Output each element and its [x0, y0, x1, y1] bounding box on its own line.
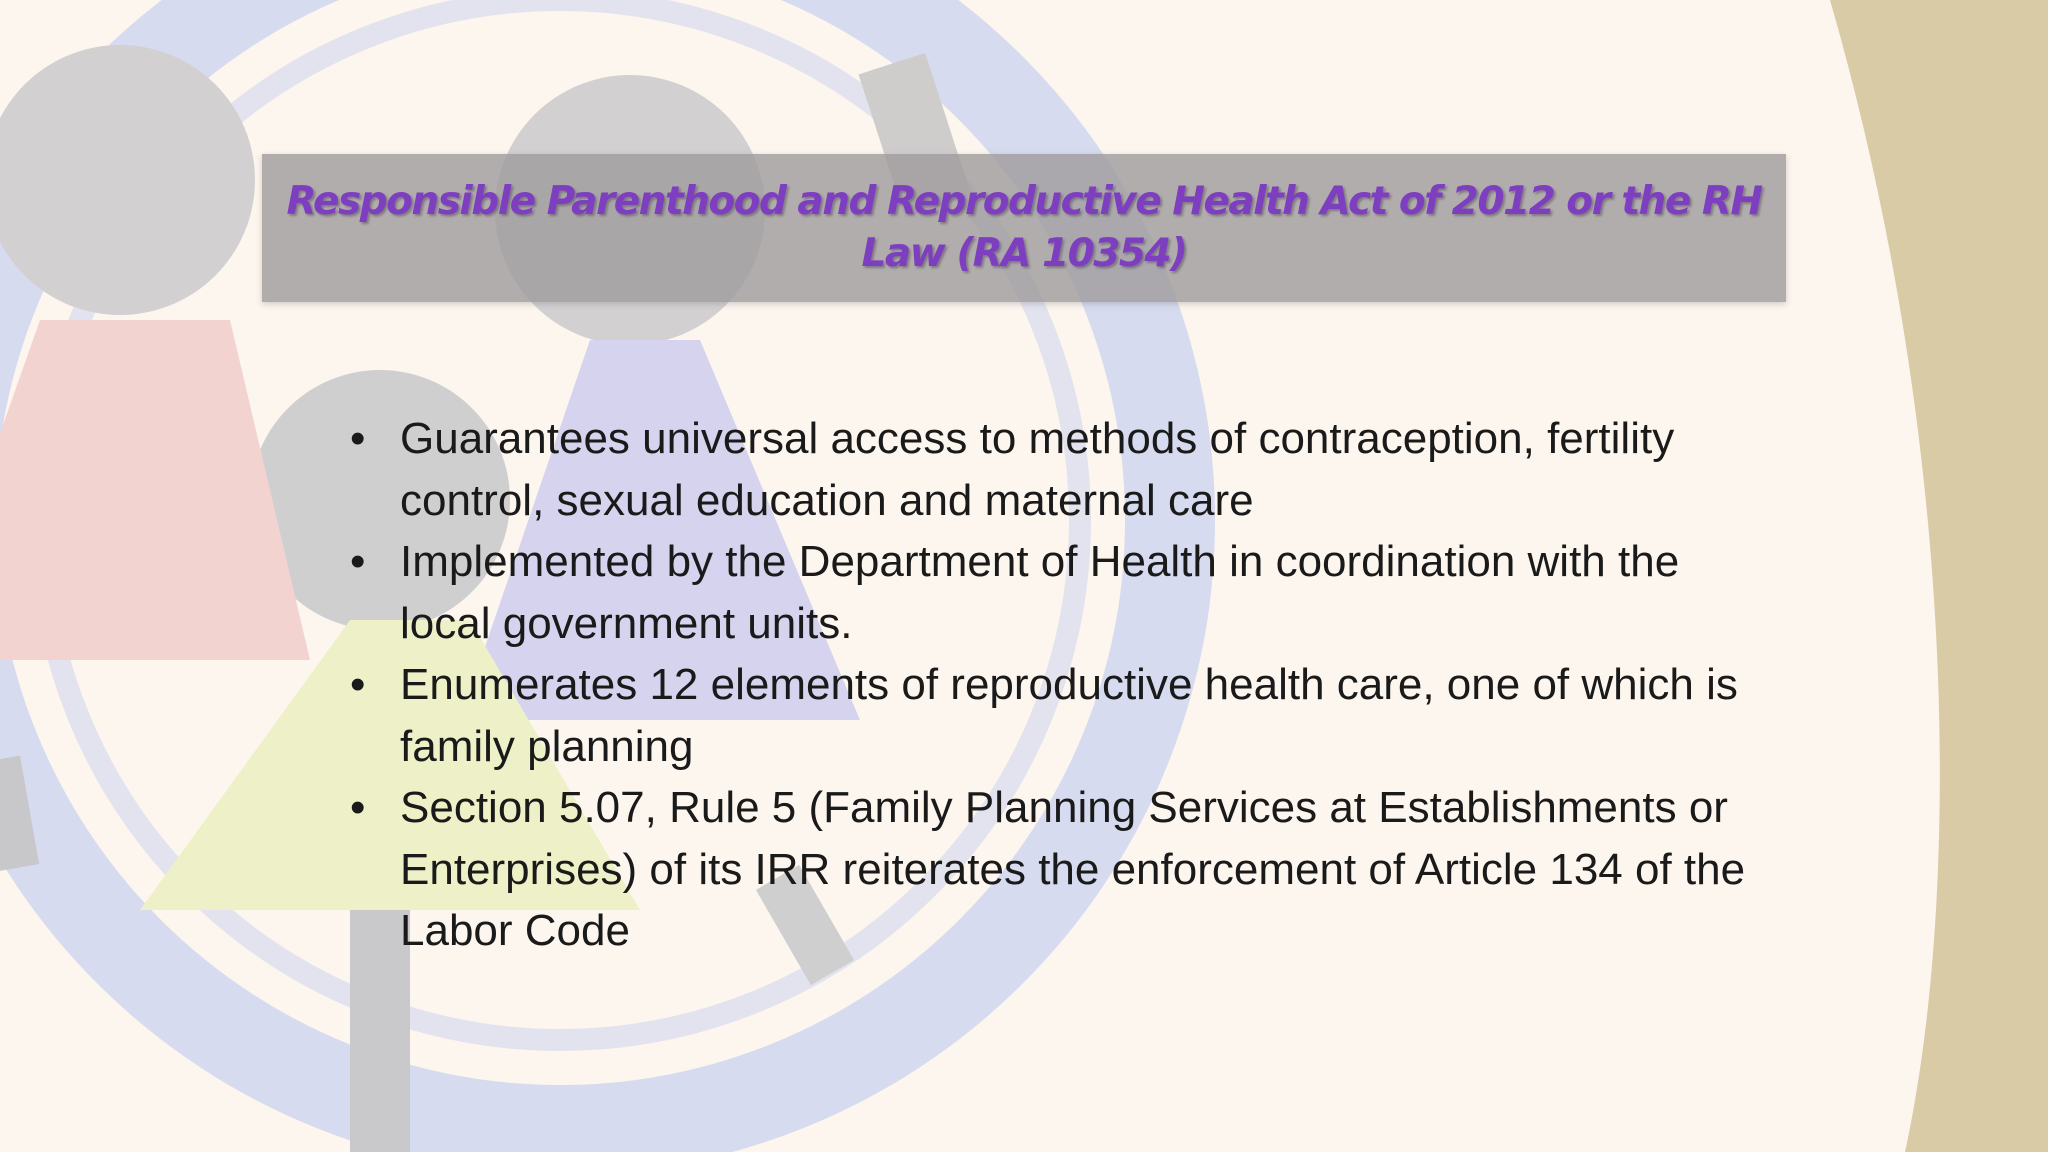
figure-head-left — [0, 45, 255, 315]
slide-title: Responsible Parenthood and Reproductive Health Act of 2012 or the RH Law (RA 10354) — [286, 179, 1762, 276]
bullet-text: Section 5.07, Rule 5 (Family Planning Services at Establishments or Enterprises) of its IRR reiterates the enforcement of Article 134 of the Labor Code — [400, 783, 1746, 955]
side-band — [1830, 0, 2048, 1152]
bullet-item-1 — [350, 408, 1750, 531]
figure-body-red — [0, 320, 310, 660]
bullet-item-4 — [350, 777, 1750, 962]
bullet-text: Implemented by the Department of Health in coordination with the local government units. — [400, 537, 1680, 648]
bullet-marker: • — [350, 414, 366, 463]
bullet-marker: • — [350, 660, 366, 709]
bullet-text: Guarantees universal access to methods of contraception, fertility control, sexual education and maternal care — [400, 414, 1675, 525]
bullet-text: Enumerates 12 elements of reproductive health care, one of which is family planning — [400, 660, 1738, 771]
bullet-item-2 — [350, 531, 1750, 654]
bullet-marker: • — [350, 537, 366, 586]
bullet-item-3 — [350, 654, 1750, 777]
title-box — [262, 154, 1786, 302]
bullet-marker: • — [350, 783, 366, 832]
bullet-list — [350, 408, 1750, 962]
